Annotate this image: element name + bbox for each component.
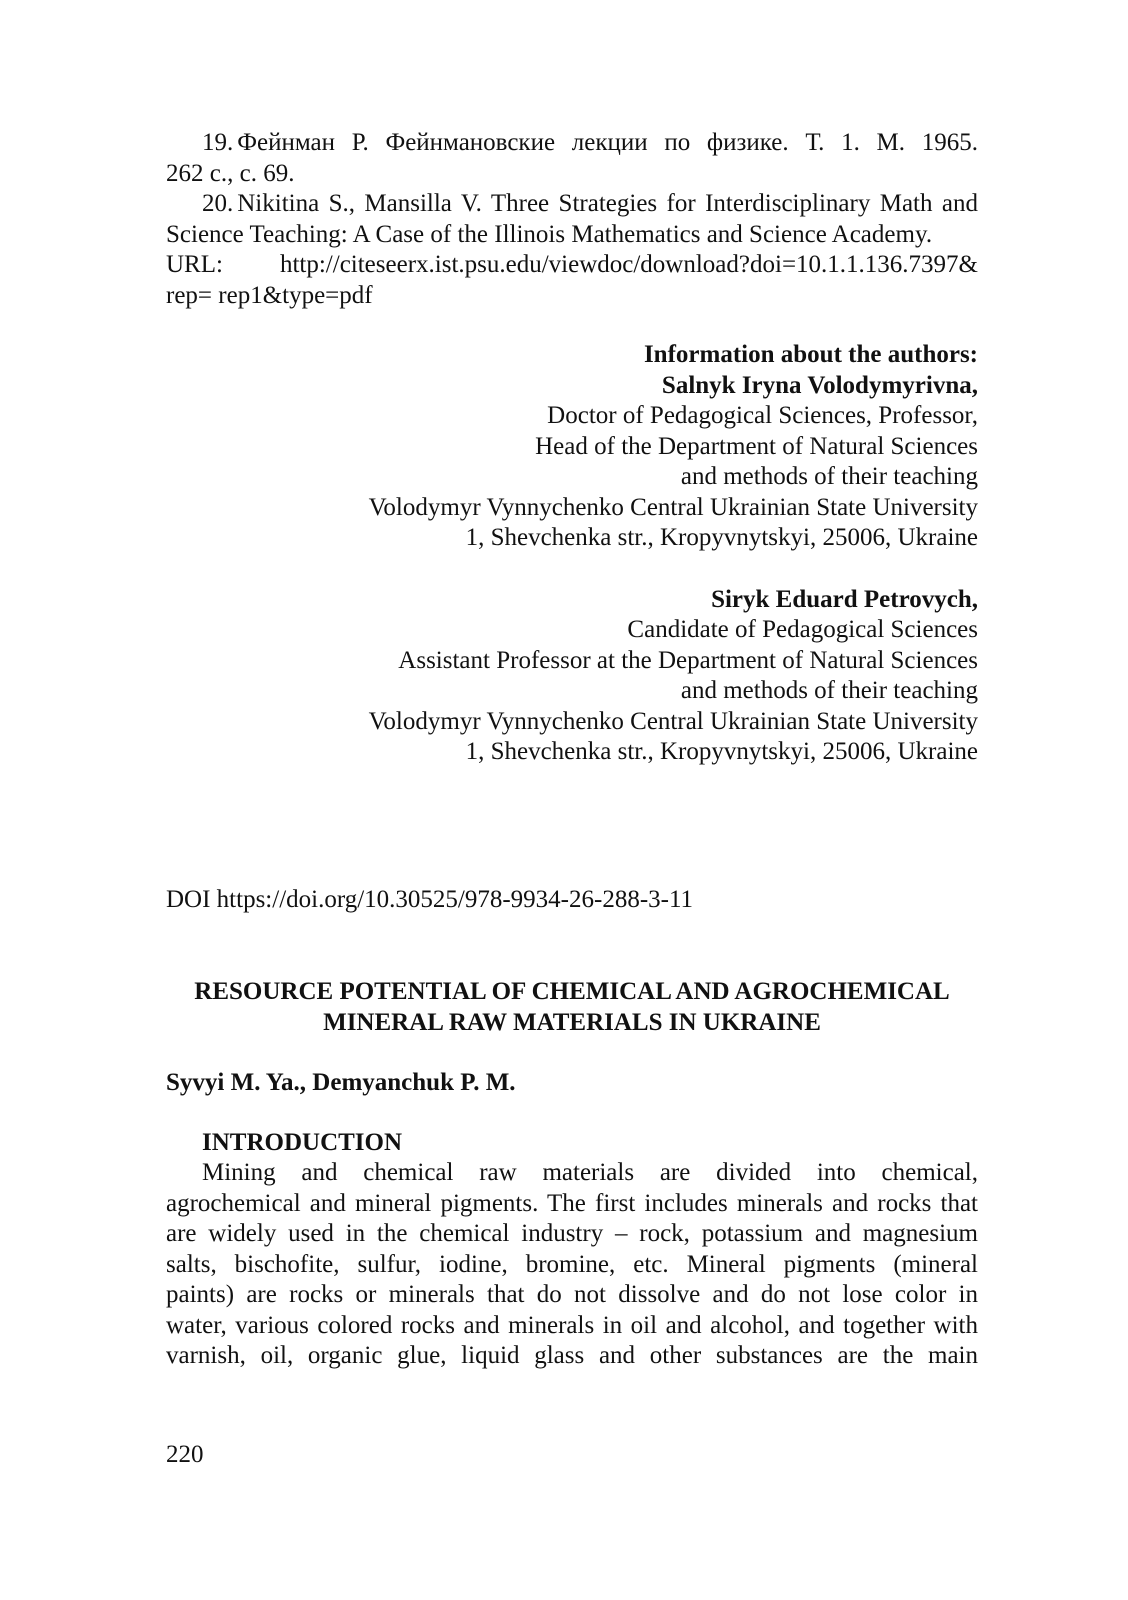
article-authors: Syvyi M. Ya., Demyanchuk P. M. [166,1069,516,1096]
reference-item-20 [166,189,978,250]
reference-list [166,128,978,311]
intro-line: varnish, oil, organic glue, liquid glass and other substances are the main [166,1342,978,1369]
author-1-address: 1, Shevchenka str., Kropyvnytskyi, 25006, Ukraine [465,524,978,551]
author-1-name: Salnyk Iryna Volodymyrivna, [661,371,978,399]
intro-line: paints) are rocks or minerals that do not dissolve and do not lose color in [166,1281,978,1308]
article-title-line-2: MINERAL RAW MATERIALS IN UKRAINE [323,1008,821,1036]
author-2-university: Volodymyr Vynnychenko Central Ukrainian State University [368,707,978,735]
authors-heading: Information about the authors: [643,341,978,368]
article-title-line-1: RESOURCE POTENTIAL OF CHEMICAL AND AGROCHEMICAL [194,978,950,1005]
reference-text: 262 с., с. 69. [166,159,295,187]
reference-number: 20. [202,190,234,217]
author-1-department: and methods of their teaching [680,463,978,490]
reference-text: Nikitina S., Mansilla V. Three Strategies for Interdisciplinary Math and Science Teaching: A Case of the Illinois Mathematics and Science Academy. [166,190,978,248]
reference-19-line-1 [166,128,978,159]
article-title [166,977,978,1038]
reference-url-link-cont[interactable]: rep= rep1&type=pdf [166,281,373,309]
reference-url-continuation [166,281,978,312]
spacer [166,554,978,585]
url-label: URL: [166,251,223,278]
intro-line: are widely used in the chemical industry – rock, potassium and magnesium [166,1220,978,1247]
author-2-degree: Candidate of Pedagogical Sciences [627,616,978,643]
reference-url-line [166,250,978,281]
author-1-position: Head of the Department of Natural Sciences [535,432,978,460]
intro-line: Mining and chemical raw materials are divided into chemical, [202,1159,978,1186]
page-content [166,128,978,768]
section-heading: INTRODUCTION [202,1129,403,1156]
doi-link[interactable]: DOI https://doi.org/10.30525/978-9934-26-288-3-11 [166,886,694,913]
reference-text: Фейнман Р. Фейнмановские лекции по физике. Т. 1. М. 1965. [237,129,978,156]
intro-line: salts, bischofite, sulfur, iodine, bromine, etc. Mineral pigments (mineral [166,1250,978,1278]
author-2-address: 1, Shevchenka str., Kropyvnytskyi, 25006, Ukraine [465,738,978,765]
page-number: 220 [166,1441,204,1468]
author-2-name: Siryk Eduard Petrovych, [711,585,978,613]
author-2-department: and methods of their teaching [680,677,978,704]
reference-item-19-cont [166,159,978,190]
reference-url-link[interactable]: http://citeseerx.ist.psu.edu/viewdoc/download?doi=10.1.1.136.7397& [279,251,978,278]
intro-line: agrochemical and mineral pigments. The first includes minerals and rocks that [166,1189,978,1217]
authors-info [166,340,978,768]
author-1-degree: Doctor of Pedagogical Sciences, Professor, [547,402,978,429]
reference-item-19 [166,128,978,159]
reference-number: 19. [202,129,234,156]
author-1-university: Volodymyr Vynnychenko Central Ukrainian State University [368,493,978,521]
author-2-position: Assistant Professor at the Department of Natural Sciences [398,646,978,674]
intro-line: water, various colored rocks and minerals in oil and alcohol, and together with [166,1311,978,1339]
intro-paragraph [166,1158,978,1372]
